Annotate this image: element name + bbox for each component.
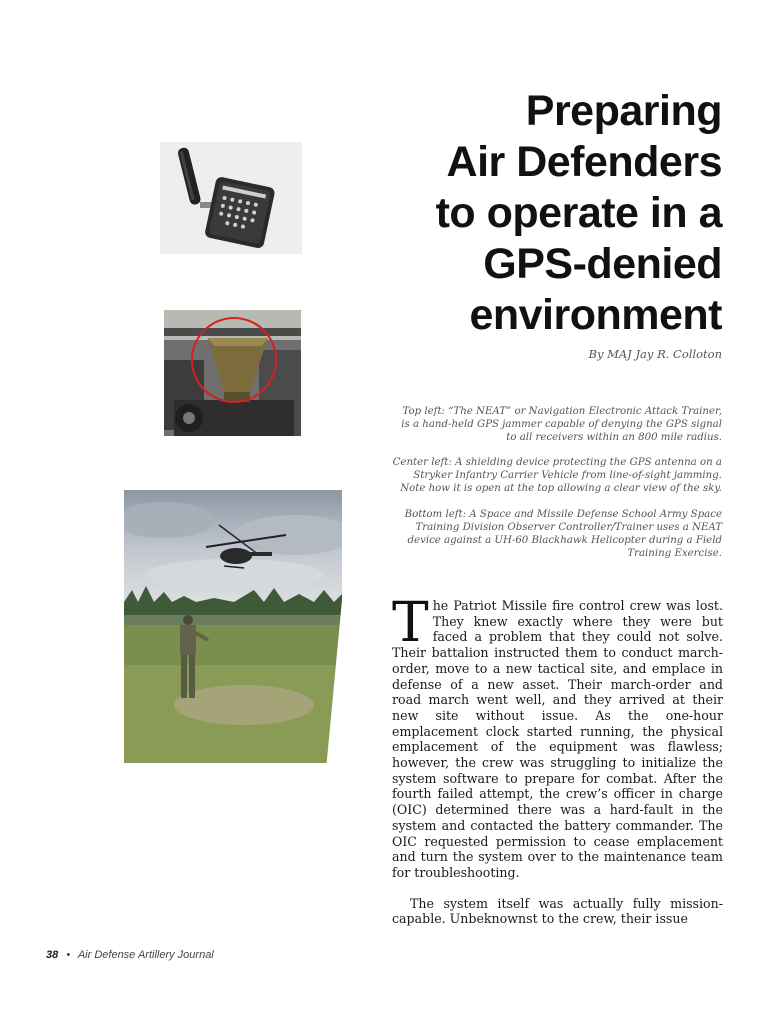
body-paragraph: The system itself was actually fully mission-capable. Unbeknownst to the crew, their issue (392, 895, 723, 927)
page-number: 38 (46, 949, 59, 961)
paragraph-text: he Patriot Missile fire control crew was lost. They knew exactly where they were but faced a problem that they could not solve. Their battalion instructed them to conduct march-order, move to a new tactical site, and emplace in defense of a new asset. Their march-order and road march went well, and they arrived at their new site without issue. As the one-hour emplacement clock started running, the physical emplacement of the equipment was flawless; however, the crew was struggling to initialize the system software to prepare for combat. After the fourth failed attempt, the crew’s officer in charge (OIC) determined there was a hard-fault in the system and contacted the battery commander. The OIC requested permission to cease emplacement and turn the system over to the maintenance team for troubleshooting. (392, 598, 723, 880)
field-exercise-helicopter-photo (124, 490, 342, 763)
title-line: GPS-denied (483, 240, 722, 288)
caption-bottom-left: Bottom left: A Space and Missile Defense School Army Space Training Division Observer Controller/Trainer uses a NEAT device against a UH-60 Blackhawk Helicopter during a Field Training Exercise. (404, 509, 722, 559)
drop-cap: T (392, 598, 429, 654)
stryker-antenna-shield-photo (164, 310, 301, 436)
page-footer (46, 949, 214, 961)
title-line: Air Defenders (446, 138, 722, 186)
journal-name: Air Defense Artillery Journal (77, 949, 214, 961)
article-title (382, 86, 722, 341)
caption-center-left: Center left: A shielding device protecting the GPS antenna on a Stryker Infantry Carrier Vehicle from line-of-sight jamming. Note how it is open at the top allowing a clear view of the sky. (392, 457, 722, 494)
neat-jammer-photo (160, 142, 302, 254)
photo-edge-cutout (318, 600, 348, 770)
title-line: to operate in a (435, 189, 722, 237)
title-line: environment (469, 291, 722, 339)
byline: By MAJ Jay R. Colloton (588, 347, 722, 361)
body-paragraph (392, 598, 723, 881)
article-body (392, 598, 723, 928)
title-line: Preparing (525, 87, 722, 135)
footer-separator: • (66, 949, 71, 961)
caption-top-left: Top left: “The NEAT” or Navigation Electronic Attack Trainer, is a hand-held GPS jammer capable of denying the GPS signal to all receivers within an 800 mile radius. (401, 406, 722, 443)
